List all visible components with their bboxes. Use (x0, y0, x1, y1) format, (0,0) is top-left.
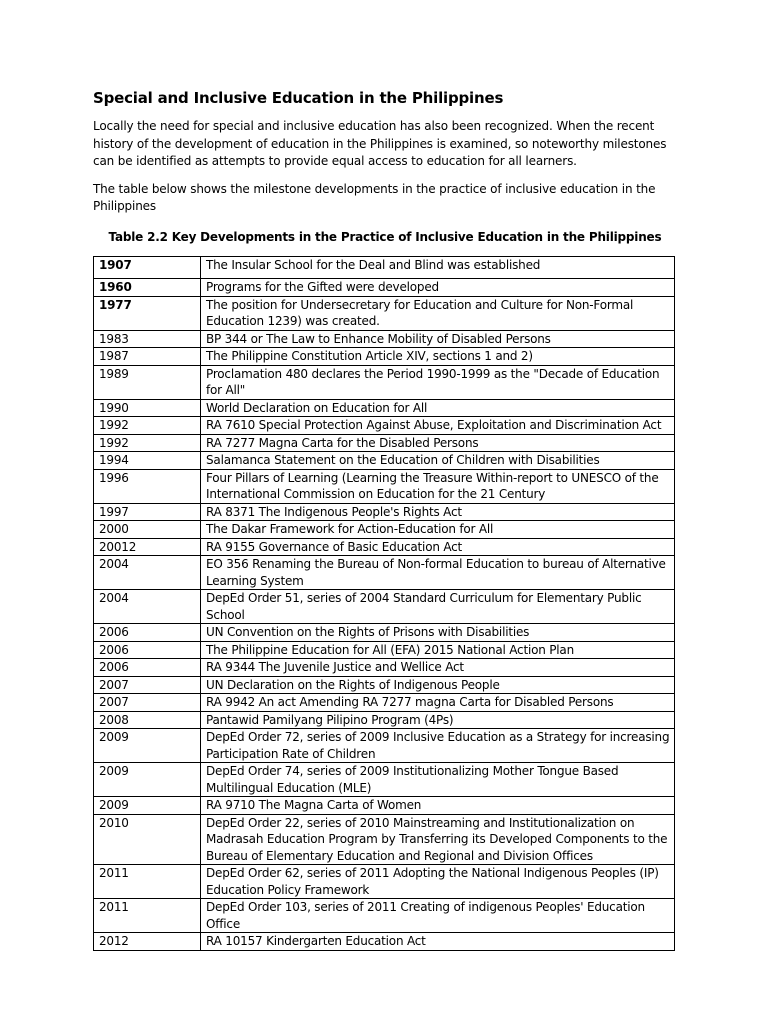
year-cell: 2007 (94, 676, 201, 694)
event-cell: Pantawid Pamilyang Pilipino Program (4Ps) (201, 711, 675, 729)
table-row (94, 296, 675, 330)
table-row (94, 256, 675, 279)
event-cell: RA 9942 An act Amending RA 7277 magna Carta for Disabled Persons (201, 694, 675, 712)
table-row (94, 624, 675, 642)
table-row (94, 590, 675, 624)
table-intro-paragraph: The table below shows the milestone developments in the practice of inclusive education in the Philippines (93, 181, 656, 213)
table-row (94, 711, 675, 729)
table-row (94, 556, 675, 590)
year-cell: 1992 (94, 434, 201, 452)
table-row (94, 933, 675, 951)
event-cell: DepEd Order 62, series of 2011 Adopting the National Indigenous Peoples (IP) Education Policy Framework (201, 865, 675, 899)
year-cell: 1992 (94, 417, 201, 435)
event-cell: The Dakar Framework for Action-Education for All (201, 521, 675, 539)
year-cell: 2011 (94, 899, 201, 933)
event-cell: DepEd Order 103, series of 2011 Creating of indigenous Peoples' Education Office (201, 899, 675, 933)
event-cell: Proclamation 480 declares the Period 1990-1999 as the "Decade of Education for All" (201, 365, 675, 399)
table-row (94, 659, 675, 677)
year-cell: 2000 (94, 521, 201, 539)
year-cell: 1997 (94, 503, 201, 521)
year-cell: 2006 (94, 659, 201, 677)
event-cell: DepEd Order 74, series of 2009 Institutionalizing Mother Tongue Based Multilingual Education (MLE) (201, 763, 675, 797)
event-cell: UN Convention on the Rights of Prisons with Disabilities (201, 624, 675, 642)
milestones-table-body (94, 256, 675, 950)
year-cell: 2006 (94, 624, 201, 642)
year-cell: 2008 (94, 711, 201, 729)
year-cell: 2009 (94, 763, 201, 797)
event-cell: Salamanca Statement on the Education of Children with Disabilities (201, 452, 675, 470)
event-cell: RA 9710 The Magna Carta of Women (201, 797, 675, 815)
event-cell: RA 7610 Special Protection Against Abuse, Exploitation and Discrimination Act (201, 417, 675, 435)
event-cell: RA 9344 The Juvenile Justice and Wellice Act (201, 659, 675, 677)
year-cell: 1977 (94, 296, 201, 330)
event-cell: Four Pillars of Learning (Learning the Treasure Within-report to UNESCO of the International Commission on Education for the 21 Century (201, 469, 675, 503)
event-cell: DepEd Order 51, series of 2004 Standard Curriculum for Elementary Public School (201, 590, 675, 624)
year-cell: 2009 (94, 797, 201, 815)
event-cell: The Philippine Education for All (EFA) 2015 National Action Plan (201, 641, 675, 659)
event-cell: World Declaration on Education for All (201, 399, 675, 417)
event-cell: The Philippine Constitution Article XIV, sections 1 and 2) (201, 348, 675, 366)
event-cell: RA 8371 The Indigenous People's Rights Act (201, 503, 675, 521)
event-cell: The Insular School for the Deal and Blind was established (201, 256, 675, 279)
year-cell: 1996 (94, 469, 201, 503)
table-row (94, 348, 675, 366)
year-cell: 2006 (94, 641, 201, 659)
year-cell: 2004 (94, 556, 201, 590)
year-cell: 2007 (94, 694, 201, 712)
table-row (94, 417, 675, 435)
year-cell: 2004 (94, 590, 201, 624)
year-cell: 1987 (94, 348, 201, 366)
year-cell: 2012 (94, 933, 201, 951)
event-cell: The position for Undersecretary for Education and Culture for Non-Formal Education 1239) was created. (201, 296, 675, 330)
table-row (94, 521, 675, 539)
table-row (94, 452, 675, 470)
table-row (94, 503, 675, 521)
year-cell: 2011 (94, 865, 201, 899)
table-row (94, 763, 675, 797)
year-cell: 20012 (94, 538, 201, 556)
year-cell: 1990 (94, 399, 201, 417)
table-row (94, 899, 675, 933)
event-cell: RA 10157 Kindergarten Education Act (201, 933, 675, 951)
year-cell: 1994 (94, 452, 201, 470)
table-row (94, 676, 675, 694)
year-cell: 1907 (94, 256, 201, 279)
table-row (94, 729, 675, 763)
document-page (93, 88, 677, 951)
table-row (94, 694, 675, 712)
table-row (94, 814, 675, 865)
event-cell: DepEd Order 72, series of 2009 Inclusive Education as a Strategy for increasing Participation Rate of Children (201, 729, 675, 763)
year-cell: 2009 (94, 729, 201, 763)
year-cell: 1960 (94, 279, 201, 297)
year-cell: 1989 (94, 365, 201, 399)
event-cell: UN Declaration on the Rights of Indigenous People (201, 676, 675, 694)
table-row (94, 399, 675, 417)
table-row (94, 538, 675, 556)
table-row (94, 330, 675, 348)
table-row (94, 641, 675, 659)
table-caption: Table 2.2 Key Developments in the Practice of Inclusive Education in the Philippines (108, 229, 662, 244)
event-cell: RA 9155 Governance of Basic Education Act (201, 538, 675, 556)
event-cell: DepEd Order 22, series of 2010 Mainstreaming and Institutionalization on Madrasah Education Program by Transferring its Developed Components to the Bureau of Elementary Education and Regional and Division Offices (201, 814, 675, 865)
table-row (94, 469, 675, 503)
table-row (94, 279, 675, 297)
year-cell: 2010 (94, 814, 201, 865)
event-cell: RA 7277 Magna Carta for the Disabled Persons (201, 434, 675, 452)
document-heading: Special and Inclusive Education in the Philippines (93, 89, 504, 107)
event-cell: EO 356 Renaming the Bureau of Non-formal Education to bureau of Alternative Learning System (201, 556, 675, 590)
table-row (94, 434, 675, 452)
table-row (94, 797, 675, 815)
year-cell: 1983 (94, 330, 201, 348)
intro-paragraph: Locally the need for special and inclusive education has also been recognized. When the recent history of the development of education in the Philippines is examined, so noteworthy milestones can be identified as attempts to provide equal access to education for all learners. (93, 119, 667, 168)
event-cell: BP 344 or The Law to Enhance Mobility of Disabled Persons (201, 330, 675, 348)
event-cell: Programs for the Gifted were developed (201, 279, 675, 297)
table-row (94, 865, 675, 899)
milestones-table (93, 256, 675, 951)
table-row (94, 365, 675, 399)
